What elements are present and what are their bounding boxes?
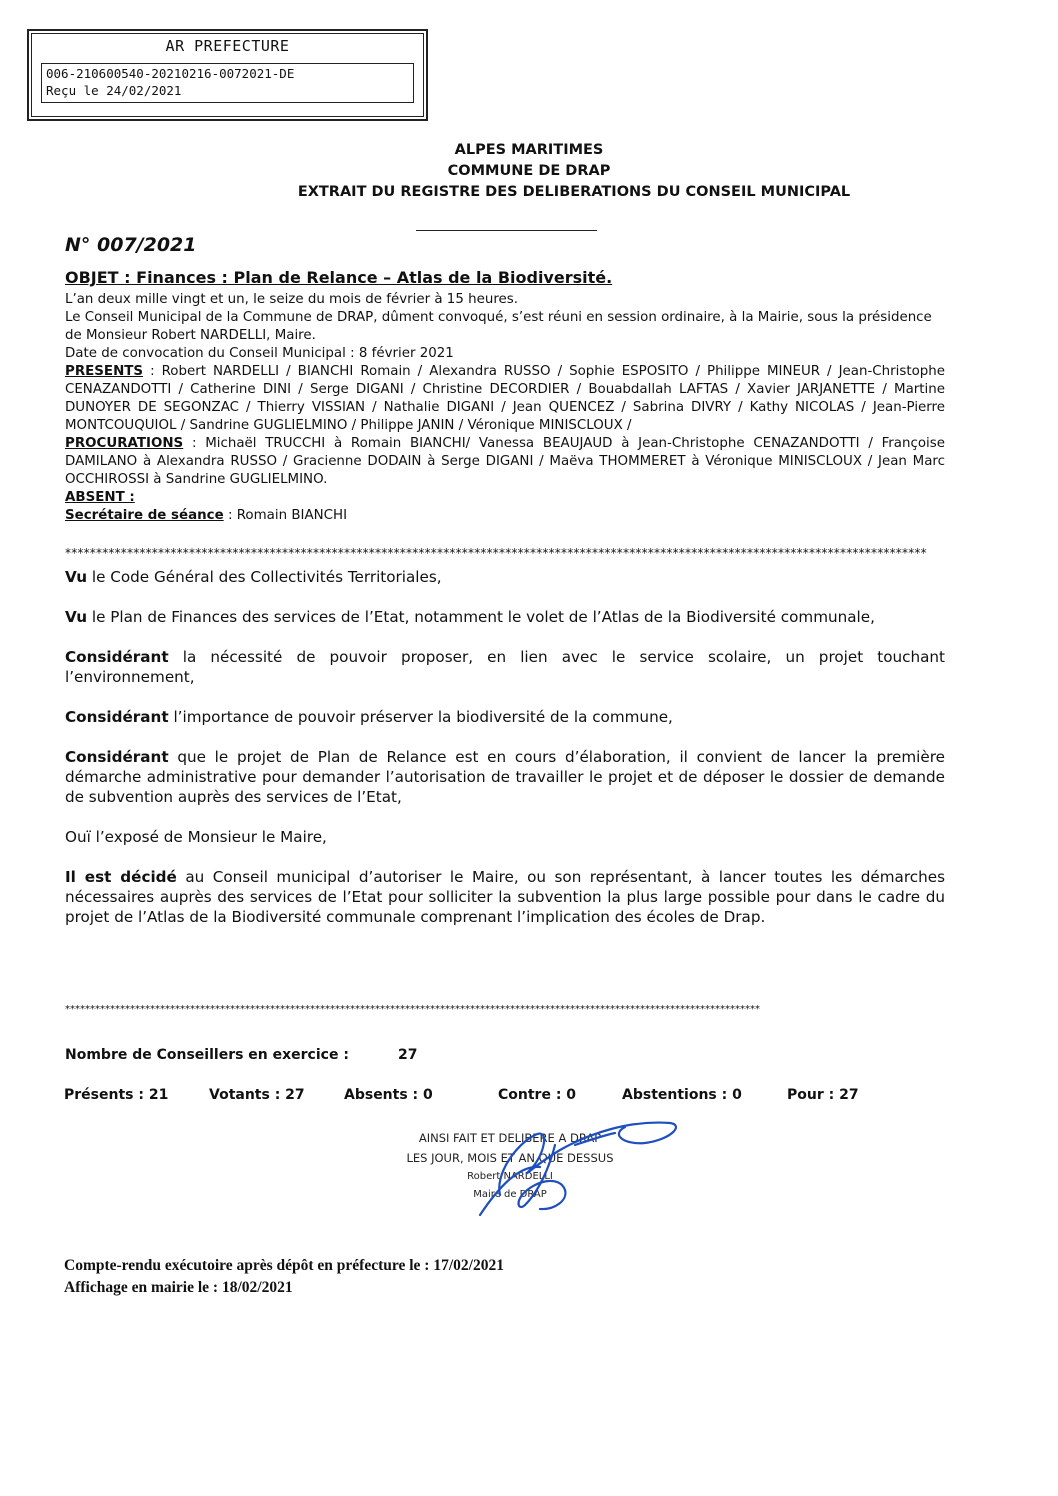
- considerant-keyword: Considérant: [65, 748, 169, 766]
- presents-names: : Robert NARDELLI / BIANCHI Romain / Alexandra RUSSO / Sophie ESPOSITO / Philippe MINEUR / Jean-Christophe CENAZANDOTTI / Catherine DINI / Serge DIGANI / Christine DECORDIER / Bouabdallah LAFTAS / Xavier JARJANETTE / Martine DUNOYER DE SEGONZAC / Thierry VISSIAN / Nathalie DIGANI / Jean QUENCEZ / Sabrina DIVRY / Kathy NICOLAS / Jean-Pierre MONTCOUQUIOL / Sandrine GUGLIELMINO / Philippe JANIN / Véronique MINISCLOUX /: [65, 364, 945, 433]
- stamp-reference-box: [41, 63, 414, 103]
- vu-plan-text: le Plan de Finances des services de l’Etat, notamment le volet de l’Atlas de la Biodiversité communale,: [87, 608, 875, 626]
- document-header: [0, 140, 1058, 203]
- vote-contre: Contre : 0: [498, 1087, 577, 1103]
- vu-keyword: Vu: [65, 568, 88, 586]
- vu-cgct-text: le Code Général des Collectivités Territoriales,: [87, 568, 442, 586]
- vote-pour: Pour : 27: [787, 1087, 859, 1103]
- conseillers-label: Nombre de Conseillers en exercice :: [65, 1047, 349, 1063]
- vote-abstentions: Abstentions : 0: [622, 1087, 742, 1103]
- absent-label: ABSENT :: [65, 490, 135, 505]
- handwritten-signature: [440, 1105, 690, 1225]
- procurations-label: PROCURATIONS: [65, 436, 184, 451]
- considerant-keyword: Considérant: [65, 708, 169, 726]
- secretaire-line: [65, 507, 945, 525]
- stamp-received-date: Reçu le 24/02/2021: [46, 83, 182, 98]
- considerant-3: [65, 747, 945, 807]
- separator-stars-top: *******************************************************************************************************************************************: [65, 546, 927, 560]
- absent-line: [65, 489, 945, 507]
- deliberation-number: N° 007/2021: [65, 234, 197, 256]
- vote-absents: Absents : 0: [344, 1087, 433, 1103]
- stamp-title: AR PREFECTURE: [165, 37, 290, 55]
- document-footer: [64, 1255, 504, 1299]
- signature-line-1: AINSI FAIT ET DELIBERE A DRAP: [418, 1131, 602, 1145]
- stamp-reference-number: 006-210600540-20210216-0072021-DE: [46, 66, 295, 81]
- header-divider: [416, 230, 597, 231]
- considerant-3-text: que le projet de Plan de Relance est en cours d’élaboration, il convient de lancer la première démarche administrative pour demander l’autorisation de travailler le projet et de déposer le dossier de demande de subvention auprès des services de l’Etat,: [65, 748, 945, 806]
- prefecture-stamp: [27, 29, 428, 121]
- vu-plan-finances: [65, 607, 945, 627]
- header-commune: COMMUNE DE DRAP: [447, 163, 611, 179]
- mayor-name: Robert NARDELLI: [467, 1171, 553, 1182]
- mayor-title: Maire de DRAP: [473, 1189, 547, 1200]
- deliberation-objet: OBJET : Finances : Plan de Relance – Atlas de la Biodiversité.: [65, 268, 613, 287]
- decision-keyword: Il est décidé: [65, 868, 177, 886]
- considerant-2-text: l’importance de pouvoir préserver la biodiversité de la commune,: [168, 708, 673, 726]
- vote-votants: Votants : 27: [209, 1087, 305, 1103]
- considerant-keyword: Considérant: [65, 648, 169, 666]
- considerant-1: [65, 647, 945, 687]
- oui-expose: Ouï l’exposé de Monsieur le Maire,: [65, 828, 327, 846]
- conseillers-value: 27: [398, 1047, 418, 1063]
- secretaire-name: : Romain BIANCHI: [223, 508, 348, 523]
- session-convocation-text: Le Conseil Municipal de la Commune de DRAP, dûment convoqué, s’est réuni en session ordinaire, à la Mairie, sous la présidence de Monsieur Robert NARDELLI, Maire.: [65, 310, 932, 343]
- vote-presents: Présents : 21: [64, 1087, 169, 1103]
- deliberation-body: [65, 567, 945, 927]
- considerant-1-text: la nécessité de pouvoir proposer, en lien avec le service scolaire, un projet touchant l’environnement,: [65, 648, 945, 686]
- decision: [65, 867, 945, 927]
- signature-line-2: LES JOUR, MOIS ET AN QUE DESSUS: [406, 1151, 614, 1165]
- conseillers-count: [65, 1047, 418, 1063]
- signature-strokes: [480, 1123, 676, 1215]
- procurations-names: : Michaël TRUCCHI à Romain BIANCHI/ Vanessa BEAUJAUD à Jean-Christophe CENAZANDOTTI / Françoise DAMILANO à Alexandra RUSSO / Gracienne DODAIN à Serge DIGANI / Maëva THOMMERET à Véronique MINISCLOUX / Jean Marc OCCHIROSSI à Sandrine GUGLIELMINO.: [65, 436, 945, 487]
- decision-text: au Conseil municipal d’autoriser le Maire, ou son représentant, à lancer toutes les démarches nécessaires auprès des services de l’Etat pour solliciter la subvention la plus large possible pour dans le cadre du projet de l’Atlas de la Biodiversité communale comprenant l’implication des écoles de Drap.: [65, 868, 945, 926]
- presents-list: [65, 363, 945, 435]
- affichage-date: Affichage en mairie le : 18/02/2021: [64, 1279, 293, 1296]
- considerant-2: [65, 707, 945, 727]
- vu-cgct: [65, 567, 945, 587]
- session-details: [65, 291, 945, 525]
- session-date: L’an deux mille vingt et un, le seize du mois de février à 15 heures.: [65, 292, 518, 307]
- vu-keyword: Vu: [65, 608, 88, 626]
- procurations-list: [65, 435, 945, 489]
- presents-label: PRESENTS: [65, 364, 144, 379]
- header-register-title: EXTRAIT DU REGISTRE DES DELIBERATIONS DU CONSEIL MUNICIPAL: [297, 184, 851, 200]
- executoire-date: Compte-rendu exécutoire après dépôt en préfecture le : 17/02/2021: [64, 1257, 504, 1274]
- secretaire-label: Secrétaire de séance: [65, 508, 224, 523]
- convocation-date: Date de convocation du Conseil Municipal : 8 février 2021: [65, 346, 454, 361]
- separator-stars-bottom: *******************************************************************************************************************************************: [65, 1004, 760, 1015]
- header-department: ALPES MARITIMES: [454, 142, 604, 158]
